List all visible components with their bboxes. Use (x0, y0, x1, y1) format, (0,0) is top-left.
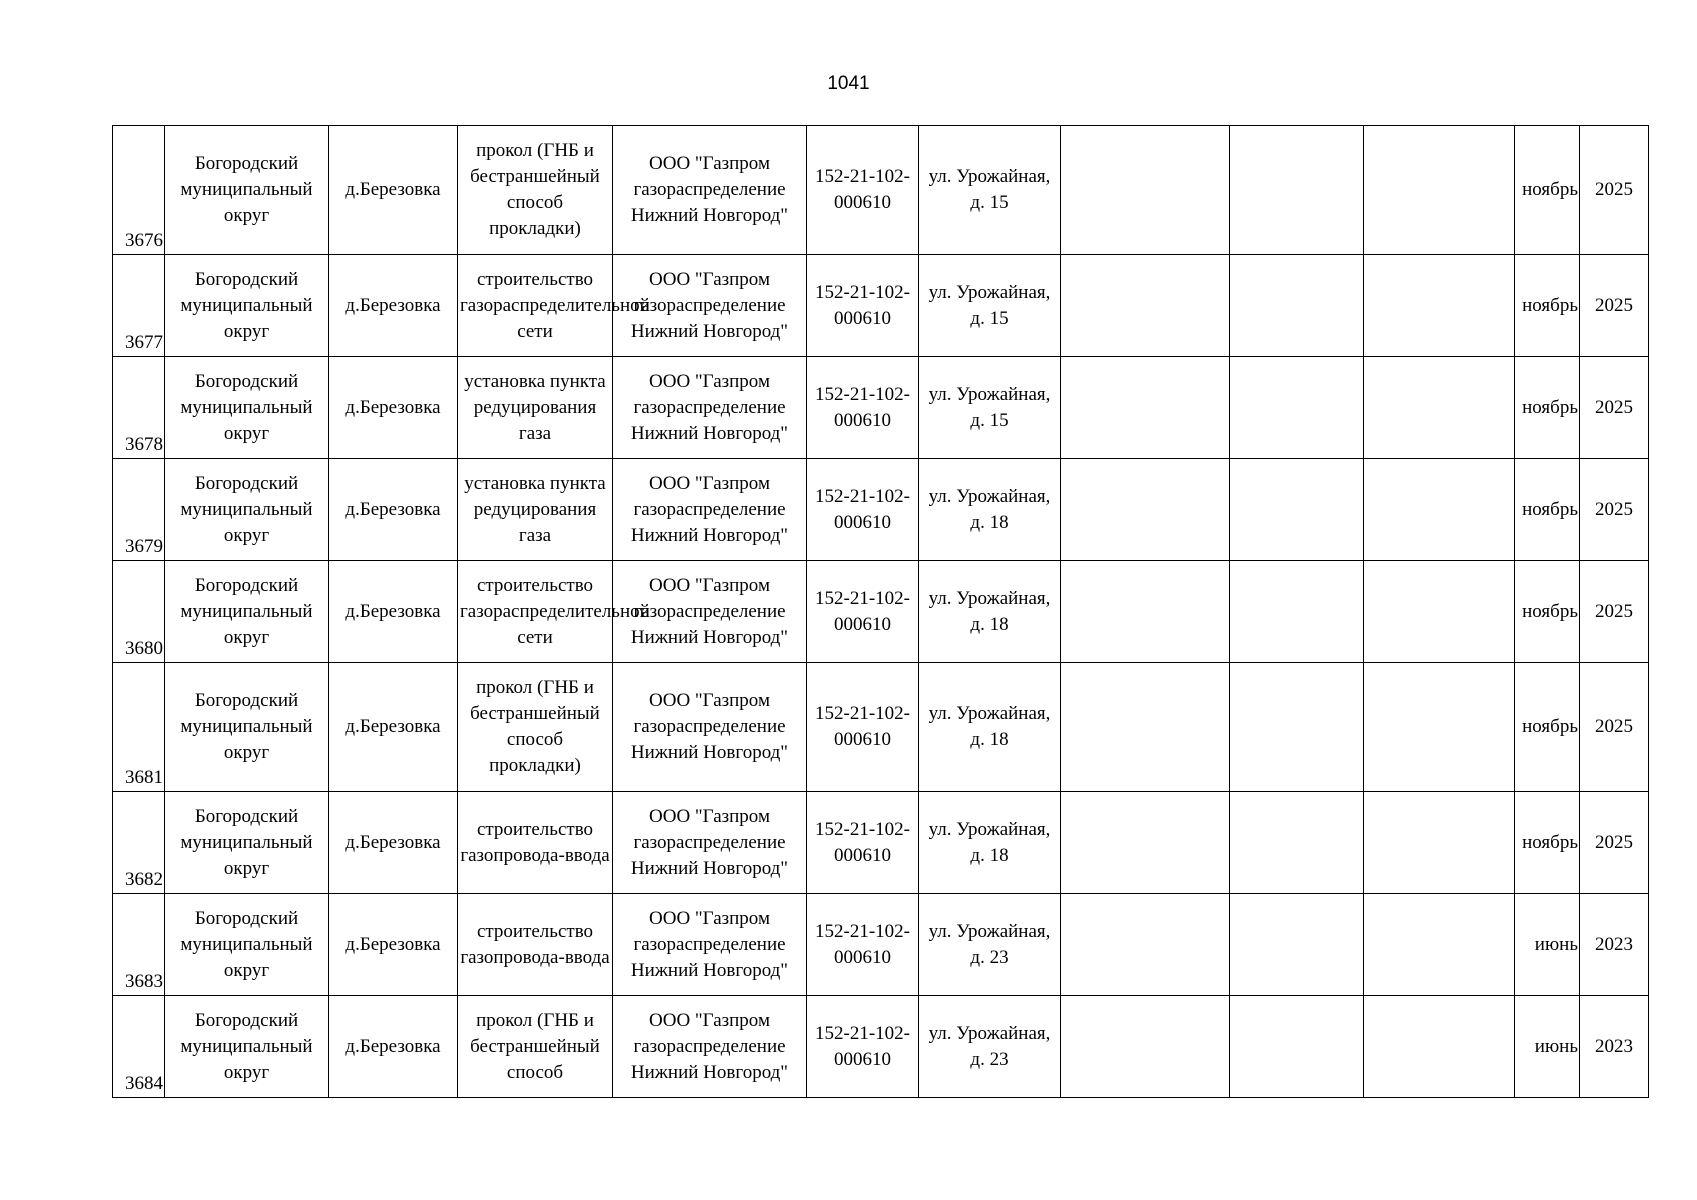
empty-cell (1364, 996, 1515, 1098)
month-cell: июнь (1515, 996, 1580, 1098)
empty-cell (1364, 894, 1515, 996)
year-cell: 2025 (1580, 126, 1649, 255)
table-row (113, 792, 1649, 894)
empty-cell (1061, 663, 1230, 792)
table-row (113, 996, 1649, 1098)
settlement-cell: д.Березовка (329, 894, 458, 996)
empty-cell (1061, 996, 1230, 1098)
organization-cell: ООО "Газпром газораспределение Нижний Новгород" (613, 663, 807, 792)
table-row (113, 561, 1649, 663)
address-cell: ул. Урожайная, д. 18 (919, 459, 1061, 561)
table-row (113, 459, 1649, 561)
empty-cell (1061, 255, 1230, 357)
year-cell: 2023 (1580, 996, 1649, 1098)
district-cell: Богородский муниципальный округ (165, 894, 329, 996)
row-number-cell: 3677 (113, 255, 165, 357)
address-cell: ул. Урожайная, д. 18 (919, 561, 1061, 663)
year-cell: 2025 (1580, 561, 1649, 663)
object-code-cell: 152-21-102-000610 (807, 561, 919, 663)
empty-cell (1230, 663, 1364, 792)
organization-cell: ООО "Газпром газораспределение Нижний Новгород" (613, 792, 807, 894)
settlement-cell: д.Березовка (329, 126, 458, 255)
empty-cell (1230, 255, 1364, 357)
district-cell: Богородский муниципальный округ (165, 561, 329, 663)
table-row (113, 255, 1649, 357)
object-code-cell: 152-21-102-000610 (807, 996, 919, 1098)
empty-cell (1364, 357, 1515, 459)
month-cell: ноябрь (1515, 561, 1580, 663)
settlement-cell: д.Березовка (329, 996, 458, 1098)
row-number-cell: 3681 (113, 663, 165, 792)
work-type-cell: установка пункта редуцирования газа (458, 357, 613, 459)
organization-cell: ООО "Газпром газораспределение Нижний Новгород" (613, 459, 807, 561)
district-cell: Богородский муниципальный округ (165, 996, 329, 1098)
empty-cell (1230, 792, 1364, 894)
empty-cell (1230, 996, 1364, 1098)
address-cell: ул. Урожайная, д. 15 (919, 255, 1061, 357)
district-cell: Богородский муниципальный округ (165, 792, 329, 894)
settlement-cell: д.Березовка (329, 561, 458, 663)
year-cell: 2025 (1580, 255, 1649, 357)
settlement-cell: д.Березовка (329, 663, 458, 792)
district-cell: Богородский муниципальный округ (165, 126, 329, 255)
empty-cell (1061, 792, 1230, 894)
address-cell: ул. Урожайная, д. 18 (919, 792, 1061, 894)
month-cell: июнь (1515, 894, 1580, 996)
row-number-cell: 3682 (113, 792, 165, 894)
settlement-cell: д.Березовка (329, 792, 458, 894)
row-number-cell: 3680 (113, 561, 165, 663)
organization-cell: ООО "Газпром газораспределение Нижний Новгород" (613, 255, 807, 357)
registry-table (112, 125, 1649, 1098)
empty-cell (1364, 255, 1515, 357)
month-cell: ноябрь (1515, 663, 1580, 792)
district-cell: Богородский муниципальный округ (165, 357, 329, 459)
year-cell: 2025 (1580, 357, 1649, 459)
organization-cell: ООО "Газпром газораспределение Нижний Новгород" (613, 126, 807, 255)
month-cell: ноябрь (1515, 792, 1580, 894)
address-cell: ул. Урожайная, д. 23 (919, 996, 1061, 1098)
address-cell: ул. Урожайная, д. 15 (919, 126, 1061, 255)
empty-cell (1364, 663, 1515, 792)
page-number: 1041 (827, 73, 870, 94)
object-code-cell: 152-21-102-000610 (807, 459, 919, 561)
work-type-cell: строительство газораспределительной сети (458, 255, 613, 357)
year-cell: 2025 (1580, 792, 1649, 894)
object-code-cell: 152-21-102-000610 (807, 894, 919, 996)
empty-cell (1061, 561, 1230, 663)
settlement-cell: д.Березовка (329, 357, 458, 459)
row-number-cell: 3684 (113, 996, 165, 1098)
work-type-cell: установка пункта редуцирования газа (458, 459, 613, 561)
month-cell: ноябрь (1515, 126, 1580, 255)
object-code-cell: 152-21-102-000610 (807, 126, 919, 255)
table-body (113, 126, 1649, 1098)
table-row (113, 126, 1649, 255)
empty-cell (1364, 792, 1515, 894)
empty-cell (1061, 459, 1230, 561)
address-cell: ул. Урожайная, д. 18 (919, 663, 1061, 792)
work-type-cell: прокол (ГНБ и бестраншейный способ прокладки) (458, 126, 613, 255)
work-type-cell: строительство газопровода-ввода (458, 792, 613, 894)
work-type-cell: строительство газопровода-ввода (458, 894, 613, 996)
settlement-cell: д.Березовка (329, 255, 458, 357)
month-cell: ноябрь (1515, 255, 1580, 357)
empty-cell (1364, 561, 1515, 663)
settlement-cell: д.Березовка (329, 459, 458, 561)
address-cell: ул. Урожайная, д. 23 (919, 894, 1061, 996)
district-cell: Богородский муниципальный округ (165, 459, 329, 561)
empty-cell (1364, 126, 1515, 255)
empty-cell (1061, 357, 1230, 459)
empty-cell (1230, 561, 1364, 663)
month-cell: ноябрь (1515, 459, 1580, 561)
year-cell: 2023 (1580, 894, 1649, 996)
table-row (113, 894, 1649, 996)
empty-cell (1230, 126, 1364, 255)
work-type-cell: прокол (ГНБ и бестраншейный способ прокладки) (458, 663, 613, 792)
empty-cell (1364, 459, 1515, 561)
row-number-cell: 3683 (113, 894, 165, 996)
empty-cell (1061, 894, 1230, 996)
object-code-cell: 152-21-102-000610 (807, 663, 919, 792)
address-cell: ул. Урожайная, д. 15 (919, 357, 1061, 459)
object-code-cell: 152-21-102-000610 (807, 357, 919, 459)
table-row (113, 663, 1649, 792)
year-cell: 2025 (1580, 459, 1649, 561)
row-number-cell: 3679 (113, 459, 165, 561)
empty-cell (1230, 357, 1364, 459)
organization-cell: ООО "Газпром газораспределение Нижний Новгород" (613, 561, 807, 663)
year-cell: 2025 (1580, 663, 1649, 792)
district-cell: Богородский муниципальный округ (165, 255, 329, 357)
work-type-cell: строительство газораспределительной сети (458, 561, 613, 663)
organization-cell: ООО "Газпром газораспределение Нижний Новгород" (613, 996, 807, 1098)
row-number-cell: 3676 (113, 126, 165, 255)
organization-cell: ООО "Газпром газораспределение Нижний Новгород" (613, 894, 807, 996)
empty-cell (1061, 126, 1230, 255)
table-row (113, 357, 1649, 459)
object-code-cell: 152-21-102-000610 (807, 255, 919, 357)
empty-cell (1230, 894, 1364, 996)
organization-cell: ООО "Газпром газораспределение Нижний Новгород" (613, 357, 807, 459)
row-number-cell: 3678 (113, 357, 165, 459)
month-cell: ноябрь (1515, 357, 1580, 459)
work-type-cell: прокол (ГНБ и бестраншейный способ (458, 996, 613, 1098)
object-code-cell: 152-21-102-000610 (807, 792, 919, 894)
district-cell: Богородский муниципальный округ (165, 663, 329, 792)
empty-cell (1230, 459, 1364, 561)
